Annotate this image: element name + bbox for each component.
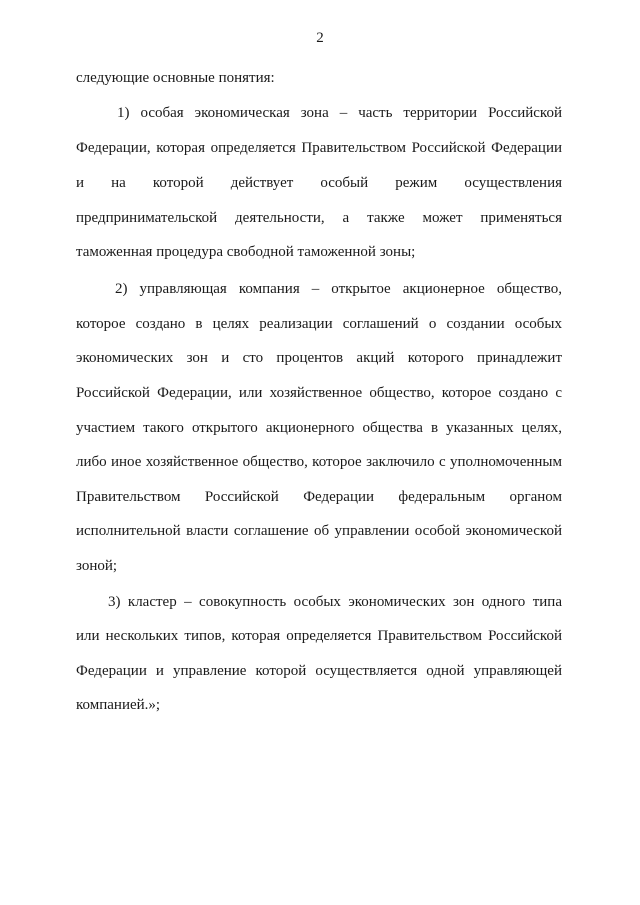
text-line: или нескольких типов, которая определяется Правительством Российской [76, 628, 562, 644]
text-line: 2) управляющая компания – открытое акционерное общество, [115, 281, 562, 297]
page-number: 2 [316, 30, 324, 46]
text-line: таможенная процедура свободной таможенной зоны; [76, 244, 416, 260]
text-line: 1) особая экономическая зона – часть территории Российской [117, 105, 562, 121]
text-line: Правительством Российской Федерации федеральным органом [76, 489, 562, 505]
text-line: и на которой действует особый режим осуществления [76, 175, 562, 191]
text-line: исполнительной власти соглашение об управлении особой экономической [76, 523, 562, 539]
text-line: зоной; [76, 558, 118, 574]
text-line: 3) кластер – совокупность особых экономических зон одного типа [108, 594, 562, 610]
text-line: Российской Федерации, или хозяйственное общество, которое создано с [76, 385, 562, 401]
text-line: Федерации и управление которой осуществляется одной управляющей [76, 663, 562, 679]
text-line: участием такого открытого акционерного общества в указанных целях, [76, 420, 562, 436]
text-line: компанией.»; [76, 697, 161, 713]
text-line: либо иное хозяйственное общество, которое заключило с уполномоченным [76, 454, 562, 470]
text-line: экономических зон и сто процентов акций которого принадлежит [76, 350, 562, 366]
text-line: предпринимательской деятельности, а также может применяться [76, 210, 562, 226]
text-line: следующие основные понятия: [76, 70, 275, 86]
text-line: которое создано в целях реализации соглашений о создании особых [76, 316, 562, 332]
text-line: Федерации, которая определяется Правительством Российской Федерации [76, 140, 562, 156]
